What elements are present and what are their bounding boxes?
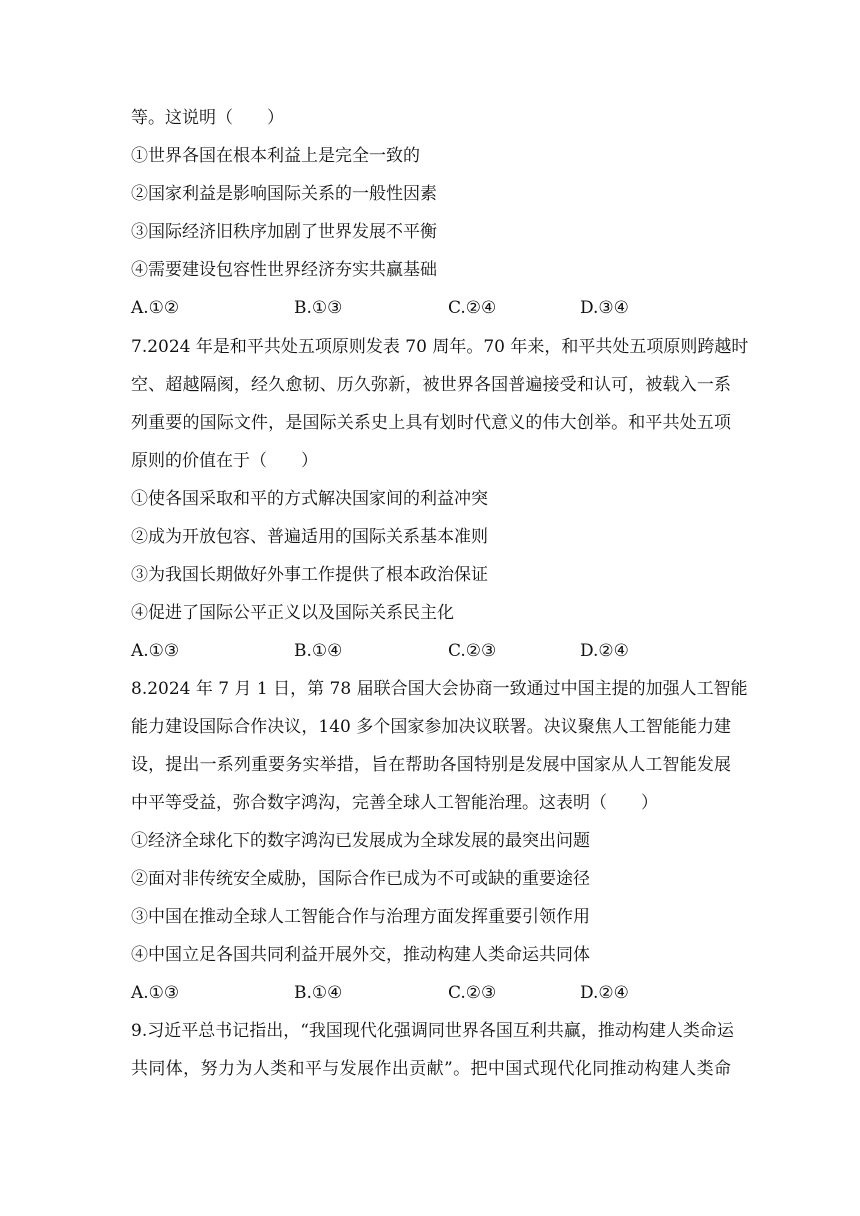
q9-stem-line: 共同体，努力为人类和平与发展作出贡献”。把中国式现代化同推动构建人类命 — [131, 1059, 731, 1079]
q7-option-a: A.①③ — [131, 641, 180, 661]
q8-option-a: A.①③ — [131, 983, 180, 1003]
q8-option-b: B.①④ — [294, 983, 343, 1003]
q7-stem-line: 空、超越隔阂，经久愈韧、历久弥新，被世界各国普遍接受和认可，被载入一系 — [131, 375, 731, 395]
q6-option-a: A.①② — [131, 298, 180, 318]
q7-stem-line: 7.2024 年是和平共处五项原则发表 70 周年。70 年来，和平共处五项原则跨越时 — [131, 337, 749, 357]
q7-choice-1: ①使各国采取和平的方式解决国家间的利益冲突 — [131, 489, 488, 509]
q8-stem-line: 能力建设国际合作决议，140 多个国家参加决议联署。决议聚焦人工智能能力建 — [131, 717, 731, 737]
q6-choice-1: ①世界各国在根本利益上是完全一致的 — [131, 146, 420, 166]
q6-option-d: D.③④ — [580, 298, 629, 318]
q6-choice-4: ④需要建设包容性世界经济夯实共赢基础 — [131, 260, 437, 280]
q6-option-c: C.②④ — [448, 298, 497, 318]
q7-choice-4: ④促进了国际公平正义以及国际关系民主化 — [131, 603, 454, 623]
q8-stem-line: 中平等受益，弥合数字鸿沟，完善全球人工智能治理。这表明（ ） — [131, 793, 658, 813]
q8-stem-line: 设，提出一系列重要务实举措，旨在帮助各国特别是发展中国家从人工智能发展 — [131, 755, 731, 775]
q8-choice-3: ③中国在推动全球人工智能合作与治理方面发挥重要引领作用 — [131, 907, 590, 927]
q7-choice-3: ③为我国长期做好外事工作提供了根本政治保证 — [131, 565, 488, 585]
q8-choice-4: ④中国立足各国共同利益开展外交，推动构建人类命运共同体 — [131, 945, 590, 965]
q7-choice-2: ②成为开放包容、普遍适用的国际关系基本准则 — [131, 527, 488, 547]
q8-choice-2: ②面对非传统安全威胁，国际合作已成为不可或缺的重要途径 — [131, 869, 590, 889]
q7-stem-line: 列重要的国际文件，是国际关系史上具有划时代意义的伟大创举。和平共处五项 — [131, 413, 731, 433]
q6-stem-line: 等。这说明（ ） — [131, 108, 284, 128]
q6-choice-3: ③国际经济旧秩序加剧了世界发展不平衡 — [131, 222, 437, 242]
q6-choice-2: ②国家利益是影响国际关系的一般性因素 — [131, 184, 437, 204]
q7-option-c: C.②③ — [448, 641, 497, 661]
q7-option-d: D.②④ — [580, 641, 629, 661]
q8-choice-1: ①经济全球化下的数字鸿沟已发展成为全球发展的最突出问题 — [131, 831, 590, 851]
q8-option-c: C.②③ — [448, 983, 497, 1003]
q7-stem-line: 原则的价值在于（ ） — [131, 451, 318, 471]
q8-option-d: D.②④ — [580, 983, 629, 1003]
q7-option-b: B.①④ — [294, 641, 343, 661]
q9-stem-line: 9.习近平总书记指出，“我国现代化强调同世界各国互利共赢，推动构建人类命运 — [131, 1021, 734, 1041]
q6-option-b: B.①③ — [294, 298, 343, 318]
q8-stem-line: 8.2024 年 7 月 1 日，第 78 届联合国大会协商一致通过中国主提的加强人工智能 — [131, 679, 748, 699]
